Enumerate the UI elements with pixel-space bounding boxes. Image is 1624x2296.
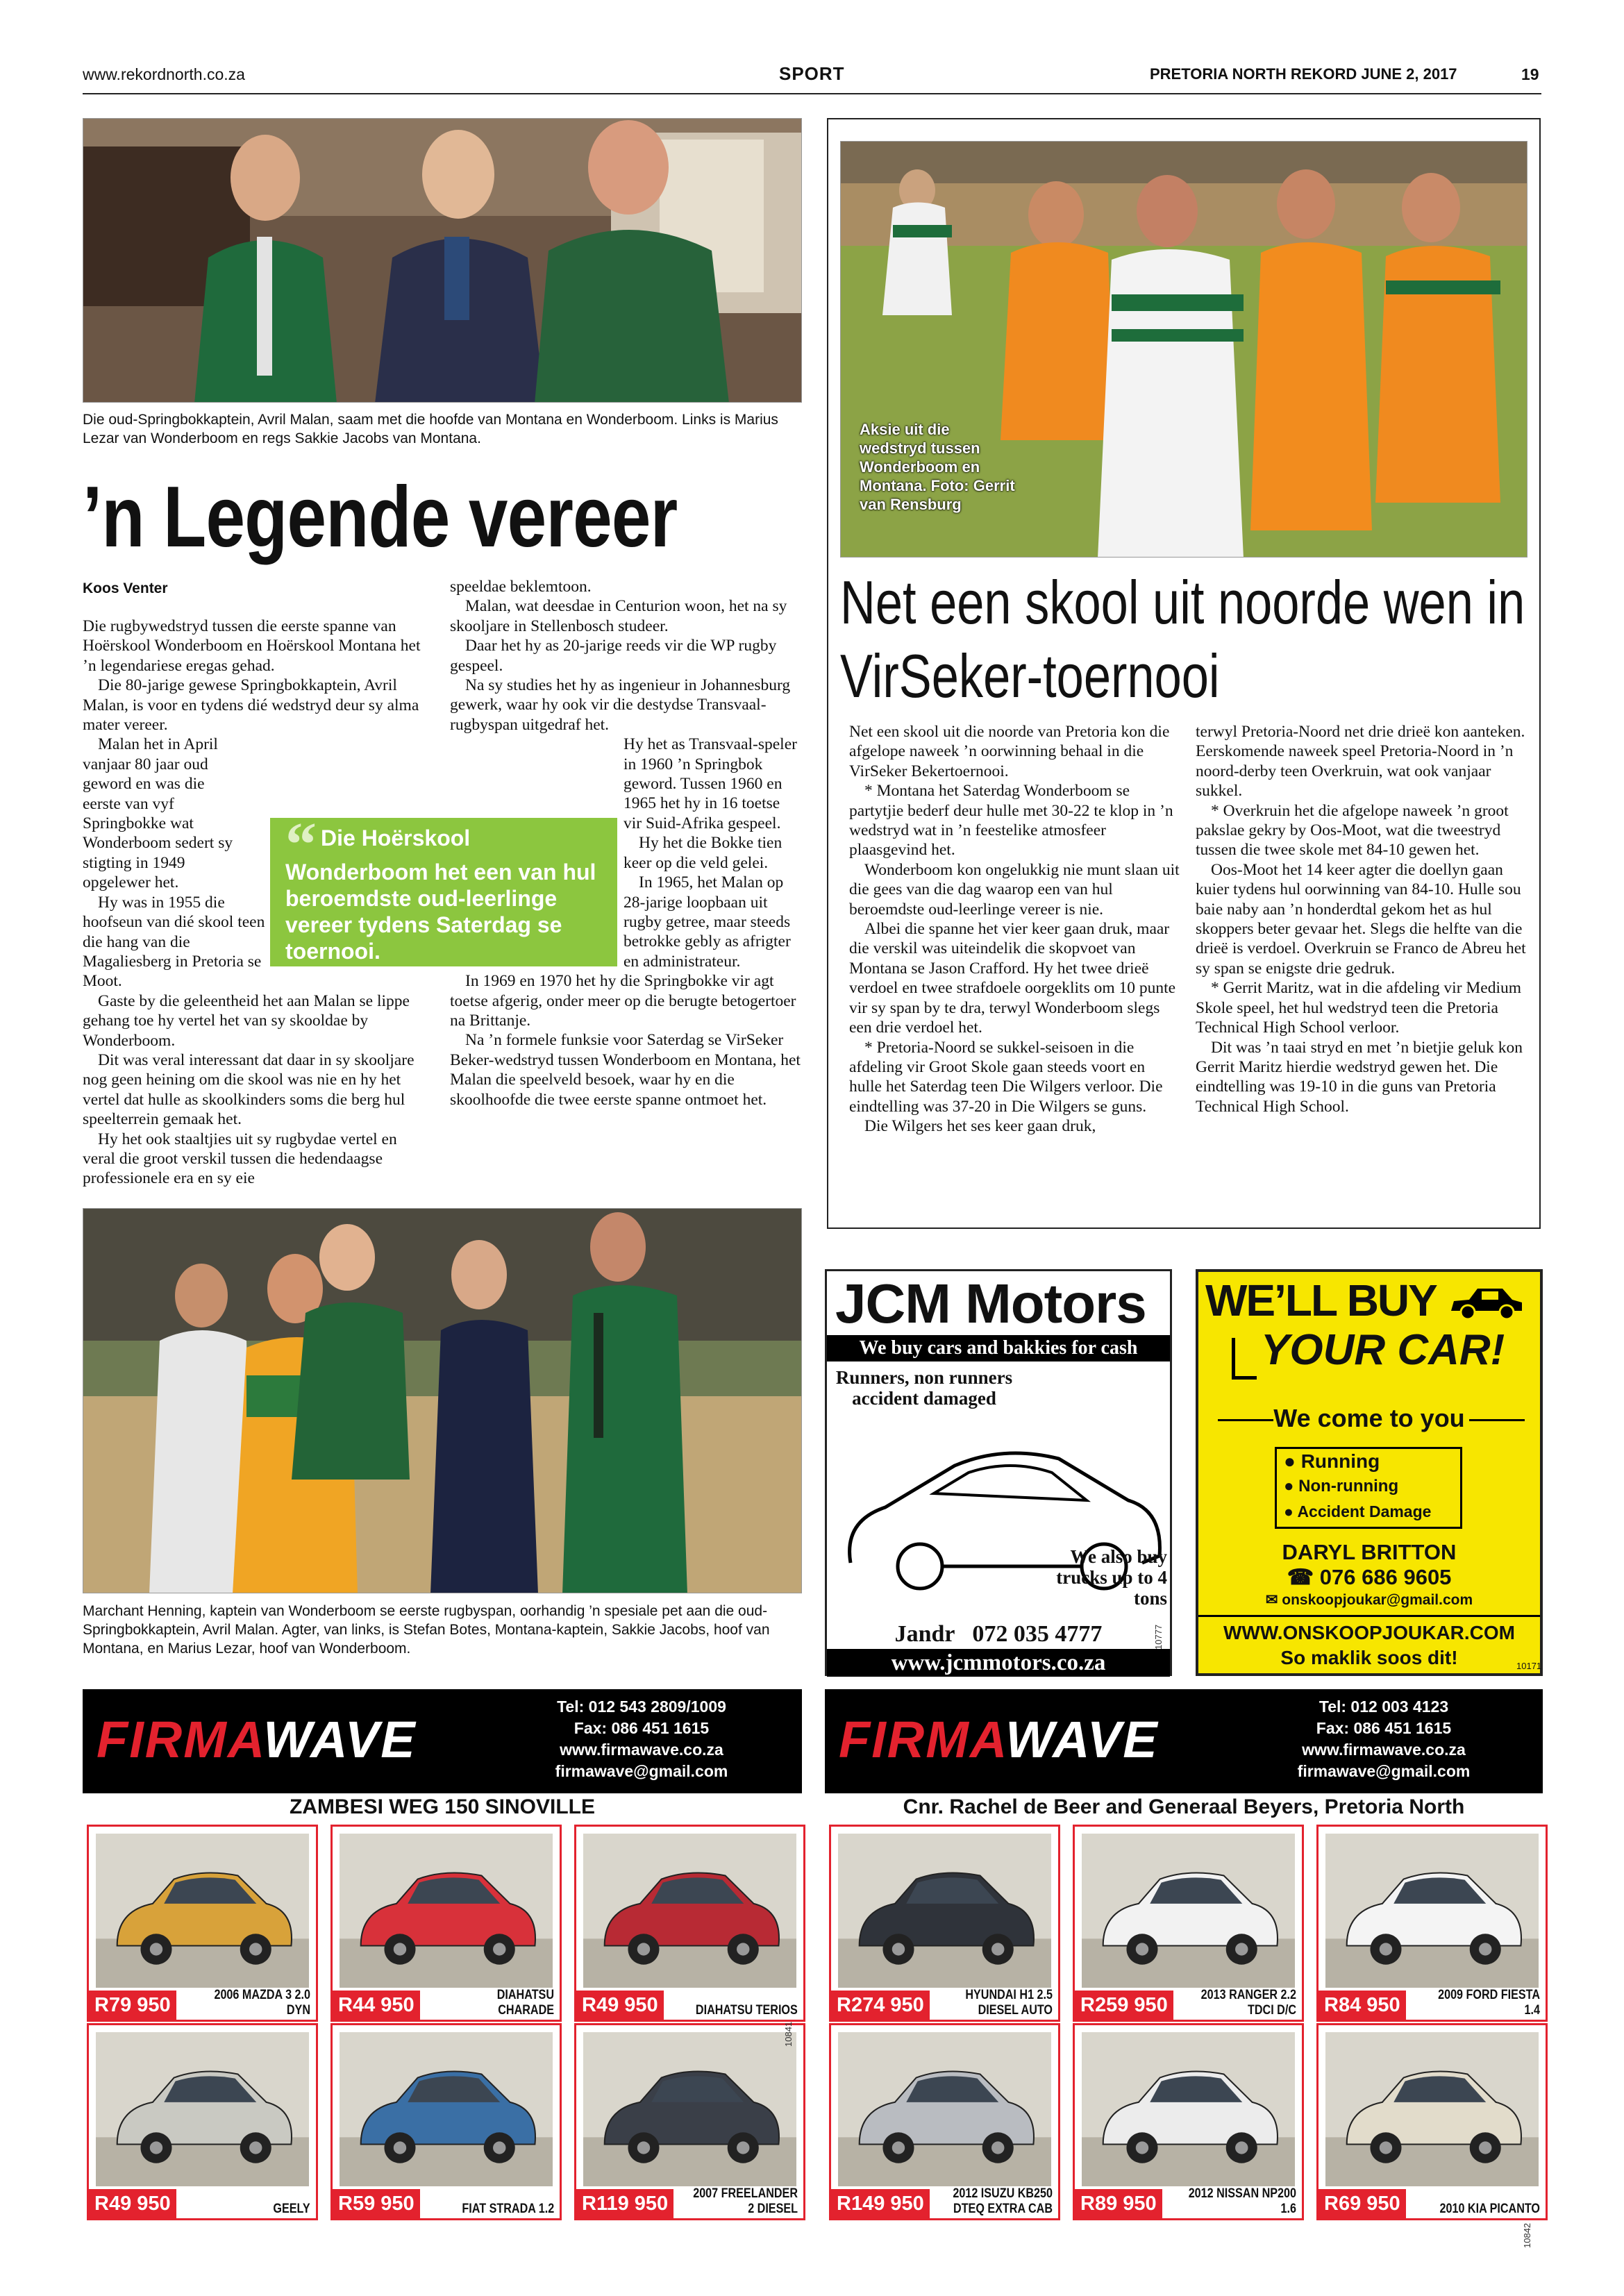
firmawave-left-cars xyxy=(83,1825,802,2220)
car-price: R49 950 xyxy=(576,1991,664,2020)
car-photo xyxy=(340,1834,553,1988)
car-photo xyxy=(583,1834,796,1988)
car-model: 2007 FREELANDER 2 DIESEL xyxy=(693,2186,798,2216)
wellbuy-ad-code: 10171 xyxy=(1516,1661,1542,1671)
car-model: 2012 ISUZU KB250 DTEQ EXTRA CAB xyxy=(953,2186,1053,2216)
car-photo xyxy=(838,2032,1051,2186)
bullet-item: ● Accident Damage xyxy=(1284,1502,1432,1520)
paragraph: Na ’n formele funksie voor Saterdag se VirSeker Beker-wedstryd tussen Wonderboom en Montana, het Malan die speelveld besoek, waar hy en die skoolhoofde die twee eerste spanne ontmoet het. xyxy=(450,1031,801,1109)
car-photo xyxy=(838,1834,1051,1988)
photo1-caption: Die oud-Springbokkaptein, Avril Malan, saam met die hoofde van Montana en Wonderboom. Links is Marius Lezar van Wonderboom en regs Sakkie Jacobs van Montana. xyxy=(83,412,778,446)
pull-quote xyxy=(270,810,617,966)
car-price: R119 950 xyxy=(576,2189,673,2218)
paragraph: * Montana het Saterdag Wonderboom se partytjie bederf deur hulle met 30-22 te klop in ’n wedstryd wat in ’n feestelike atmosfeer plaasgevind het. xyxy=(849,782,1173,860)
car-price: R259 950 xyxy=(1075,1991,1173,2020)
paragraph: Hy het as Transvaal-speler in 1960 ’n Springbok geword. Tussen 1960 en 1965 het hy in 16 toetse vir Suid-Afrika gespeel. xyxy=(623,735,797,832)
car-photo xyxy=(340,2032,553,2186)
jcm-name: JCM Motors xyxy=(835,1273,1146,1334)
paragraph: Albei die spanne het vier keer gaan druk, maar die verskil was uiteindelik die skopvoet van Montana se Jason Crafford. Hy het twee drieë verdoel en twee strafdoele oorgeklits om 10 punte vir sy span by te dra, terwyl Wonderboom slegs een drie verdoel het. xyxy=(849,920,1176,1037)
car-listing[interactable] xyxy=(574,2023,805,2220)
car-model: 2006 MAZDA 3 2.0 DYN xyxy=(214,1988,310,2018)
wellbuy-line1: WE’LL BUY xyxy=(1205,1275,1437,1325)
wellbuy-contact-name: DARYL BRITTON xyxy=(1282,1540,1457,1564)
car-listing[interactable] xyxy=(87,1825,318,2022)
page-number: 19 xyxy=(1521,65,1539,83)
firmawave-web[interactable]: www.firmawave.co.za xyxy=(560,1741,723,1759)
paragraph: Die Wilgers het ses keer gaan druk, xyxy=(864,1117,1096,1136)
car-model: DIAHATSU CHARADE xyxy=(496,1988,554,2018)
car-photo xyxy=(96,2032,309,2186)
firmawave-tel[interactable]: Tel: 012 543 2809/1009 xyxy=(557,1698,726,1716)
jcm-ad-code: 10777 xyxy=(1153,1624,1164,1650)
firmawave-logo: FIRMAWAVE xyxy=(839,1711,1159,1768)
car-model: 2010 KIA PICANTO xyxy=(1439,2202,1540,2216)
article2-column-1 xyxy=(849,722,1181,1137)
car-model: DIAHATSU TERIOS xyxy=(696,2003,798,2018)
car-listing[interactable] xyxy=(574,1825,805,2022)
wellbuy-email[interactable] xyxy=(1198,1591,1540,1609)
site-url[interactable]: www.rekordnorth.co.za xyxy=(83,65,245,83)
paragraph: Die 80-jarige gewese Springbokkaptein, Avril Malan, is voor en tydens dié wedstryd deur sy alma mater vereer. xyxy=(83,676,419,735)
wellbuy-email-text[interactable]: onskoopjoukar@gmail.com xyxy=(1282,1592,1473,1608)
paragraph: Die rugbywedstryd tussen die eerste spanne van Hoërskool Wonderboom en Hoërskool Montana het ’n legendariese eregas gehad. xyxy=(83,617,421,675)
car-price: R149 950 xyxy=(831,2189,930,2218)
paragraph: In 1969 en 1970 het hy die Springbokke vir agt toetse afgerig, onder meer op die berugte betogertoer na Brittanje. xyxy=(450,972,796,1030)
photo-cap-presentation xyxy=(83,1208,802,1593)
wellbuy-website[interactable]: WWW.ONSKOOPJOUKAR.COM xyxy=(1223,1622,1515,1643)
paragraph: Hy het die Bokke tien keer op die veld gelei. xyxy=(623,834,782,872)
firmawave-left-address: ZAMBESI WEG 150 SINOVILLE xyxy=(289,1795,596,1818)
wellbuy-bullet-box xyxy=(1275,1447,1462,1529)
car-price: R84 950 xyxy=(1319,1991,1406,2020)
car-photo xyxy=(1325,1834,1539,1988)
pull-quote-text: Die Hoërskool Wonderboom het een van hul beroemdste oud-leerlinge vereer tydens Saterdag se toernooi. xyxy=(285,826,596,964)
section-label: SPORT xyxy=(779,63,845,84)
jcm-contact[interactable]: Jandr 072 035 4777 xyxy=(894,1621,1103,1647)
bullet-text: Running xyxy=(1300,1450,1380,1472)
car-model: GEELY xyxy=(273,2202,310,2216)
jcm-tagline: We buy cars and bakkies for cash xyxy=(827,1335,1170,1361)
paragraph: Hy was in 1955 die hoofseun van dié skool teen die hang van die Magaliesberg in Pretoria se Moot. xyxy=(83,893,265,991)
publication-date: PRETORIA NORTH REKORD JUNE 2, 2017 xyxy=(1150,65,1457,83)
car-photo xyxy=(96,1834,309,1988)
car-listing[interactable] xyxy=(330,2023,562,2220)
firmawave-right-code: 10842 xyxy=(1522,2222,1532,2248)
paragraph: * Pretoria-Noord se sukkel-seisoen in die afdeling vir Groot Skole gaan steeds voort en hulle het Saterdag teen Die Wilgers verloor. Die eindtelling was 37-20 in Die Wilgers se guns. xyxy=(849,1038,1163,1116)
wellbuy-phone[interactable]: ☎ 076 686 9605 xyxy=(1287,1565,1452,1589)
car-photo xyxy=(1082,1834,1295,1988)
firmawave-contact xyxy=(499,1696,784,1782)
bullet-text: Non-running xyxy=(1298,1477,1399,1495)
bullet-item: ● Running xyxy=(1284,1450,1380,1472)
firmawave-web[interactable]: www.firmawave.co.za xyxy=(1302,1741,1466,1759)
wellbuy-frame-right xyxy=(1469,1419,1525,1421)
car-price: R59 950 xyxy=(333,2189,420,2218)
firmawave-fax: Fax: 086 451 1615 xyxy=(1316,1719,1452,1737)
paragraph: Daar het hy as 20-jarige reeds vir die WP rugby gespeel. xyxy=(450,637,777,675)
headline-net-een-skool: Net een skool uit noorde wen in VirSeker-toernooi xyxy=(840,568,1525,710)
photo-malan-group xyxy=(83,118,802,403)
car-icon xyxy=(1448,1284,1525,1321)
car-photo xyxy=(1082,2032,1295,2186)
car-price: R89 950 xyxy=(1075,2189,1162,2218)
paragraph: speeldae beklemtoon. xyxy=(450,578,592,596)
firmawave-right-cars xyxy=(825,1825,1543,2220)
car-model: 2009 FORD FIESTA 1.4 xyxy=(1438,1988,1540,2018)
car-model: HYUNDAI H1 2.5 DIESEL AUTO xyxy=(965,1988,1053,2018)
paragraph: Malan het in April vanjaar 80 jaar oud geword en was die eerste van vyf Springbokke wat Wonderboom sedert sy stigting in 1949 opgelewer het. xyxy=(83,735,233,892)
car-model: 2013 RANGER 2.2 TDCI D/C xyxy=(1200,1988,1296,2018)
car-listing[interactable] xyxy=(87,2023,318,2220)
firmawave-left-banner[interactable] xyxy=(83,1689,802,1793)
well-buy-ad[interactable] xyxy=(1196,1269,1543,1676)
paragraph: Dit was veral interessant dat daar in sy skooljare nog geen heining om die skool was nie en hy het vertel dat hulle as skoolkinders soms die berg hul speelterrein gemaak het. xyxy=(83,1050,415,1129)
wellbuy-divider xyxy=(1198,1615,1540,1617)
wellbuy-line3: We come to you xyxy=(1273,1404,1465,1432)
jcm-motors-ad[interactable] xyxy=(825,1269,1172,1676)
firmawave-left-code: 10841 xyxy=(783,2021,794,2047)
car-listing[interactable] xyxy=(1073,1825,1304,2022)
jcm-trucks: We also buy trucks up to 4 tons xyxy=(1056,1546,1167,1609)
car-model: FIAT STRADA 1.2 xyxy=(462,2202,554,2216)
paragraph: terwyl Pretoria-Noord net drie drieë kon aanteken. Eerskomende naweek speel Pretoria-Noord in ’n noord-derby teen Overkruin, wat ook vanjaar sukkel. xyxy=(1196,723,1525,801)
envelope-icon: ✉ xyxy=(1265,1592,1282,1608)
car-listing[interactable] xyxy=(1316,1825,1548,2022)
car-price: R79 950 xyxy=(89,1991,176,2020)
firmawave-fax: Fax: 086 451 1615 xyxy=(574,1719,710,1737)
wellbuy-slogan: So maklik soos dit! xyxy=(1280,1647,1458,1668)
paragraph: Malan, wat deesdae in Centurion woon, het na sy skooljare in Stellenbosch studeer. xyxy=(450,597,787,635)
bullet-text: Accident Damage xyxy=(1297,1502,1432,1520)
header-rule xyxy=(83,93,1541,94)
photo2-caption: Marchant Henning, kaptein van Wonderboom se eerste rugbyspan, oorhandig ’n spesiale pet aan die oud-Springbokkaptein, Avril Malan. Agter, van links, is Stefan Botes, Montana-kaptein, Sakkie Jacobs, hoof van Montana, en Marius Lezar, hoof van Wonderboom. xyxy=(83,1603,770,1657)
car-model: 2012 NISSAN NP200 1.6 xyxy=(1188,2186,1296,2216)
car-price: R69 950 xyxy=(1319,2189,1406,2218)
paragraph: Dit was ’n taai stryd en met ’n bietjie geluk kon Gerrit Maritz hierdie wedstryd gewen het. Die eindtelling was 19-10 in die guns van Pretoria Technical High School. xyxy=(1196,1038,1523,1116)
byline: Koos Venter xyxy=(83,580,168,596)
paragraph: Na sy studies het hy as ingenieur in Johannesburg gewerk, waar hy ook vir die destydse Transvaal-rugbyspan uitgedraf het. xyxy=(450,676,791,734)
paragraph: Net een skool uit die noorde van Pretoria kon die afgelope naweek ’n oorwinning behaal in die VirSeker Bekertoernooi. xyxy=(849,723,1170,780)
car-listing[interactable] xyxy=(330,1825,562,2022)
paragraph: In 1965, het Malan op 28-jarige loopbaan uit rugby getree, maar steeds betrokke gebly as afrigter en administrateur. xyxy=(623,873,791,971)
paragraph: Oos-Moot het 14 keer agter die doellyn gaan kuier tydens hul oorwinning van 84-10. Hulle sou baie naby aan ’n honderdtal gekom het as hul skoppers beter gevaar het. Slegs die helfte van die drieë is verdoel. Overkruin se Franco de Abreu het sy span se enigste drie gedruk. xyxy=(1196,860,1526,978)
car-listing[interactable] xyxy=(1073,2023,1304,2220)
car-photo xyxy=(1325,2032,1539,2186)
firmawave-tel[interactable]: Tel: 012 003 4123 xyxy=(1319,1698,1449,1716)
firmawave-right-address: Cnr. Rachel de Beer and Generaal Beyers, Pretoria North xyxy=(903,1795,1465,1818)
firmawave-right-banner[interactable] xyxy=(825,1689,1543,1793)
wellbuy-line2: YOUR CAR! xyxy=(1261,1326,1505,1374)
jcm-website[interactable]: www.jcmmotors.co.za xyxy=(827,1649,1170,1677)
car-photo xyxy=(583,2032,796,2186)
car-listing[interactable] xyxy=(829,1825,1060,2022)
paragraph: Gaste by die geleentheid het aan Malan se lippe gehang toe hy vertel het van sy skooldae by Wonderboom. xyxy=(83,991,410,1050)
headline-legende: ’n Legende vereer xyxy=(83,469,678,565)
article2-column-2 xyxy=(1196,722,1527,1116)
car-price: R49 950 xyxy=(89,2189,176,2218)
firmawave-email[interactable]: firmawave@gmail.com xyxy=(1297,1762,1471,1780)
car-listing[interactable] xyxy=(1316,2023,1548,2220)
photo-rugby-caption: Aksie uit die wedstryd tussen Wonderboom en Montana. Foto: Gerrit van Rensburg xyxy=(860,421,1015,513)
car-price: R44 950 xyxy=(333,1991,420,2020)
jcm-note: Runners, non runners accident damaged xyxy=(835,1367,1013,1409)
firmawave-email[interactable]: firmawave@gmail.com xyxy=(555,1762,728,1780)
bullet-item: ● Non-running xyxy=(1284,1477,1399,1495)
paragraph: Wonderboom kon ongelukkig nie munt slaan uit die gees van die dag waarop een van hul beroemdste oud-leerlinge vereer is nie. xyxy=(849,860,1180,919)
paragraph: Hy het ook staaltjies uit sy rugbydae vertel en veral die groot verskil tussen die hedendaagse professionele era en sy eie xyxy=(83,1130,397,1188)
car-price: R274 950 xyxy=(831,1991,930,2020)
wellbuy-bracket xyxy=(1232,1338,1257,1380)
firmawave-logo: FIRMAWAVE xyxy=(97,1711,417,1768)
firmawave-contact xyxy=(1241,1696,1526,1782)
car-listing[interactable] xyxy=(829,2023,1060,2220)
quote-mark-icon: “ xyxy=(285,810,317,879)
paragraph: * Gerrit Maritz, wat in die afdeling vir Medium Skole speel, het hul wedstryd teen die Pretoria Technical High School verloor. xyxy=(1196,979,1522,1037)
paragraph: * Overkruin het die afgelope naweek ’n groot pakslae gekry by Oos-Moot, wat die tweestryd tussen die twee skole met 84-10 gewen het. xyxy=(1196,801,1509,860)
wellbuy-frame-left xyxy=(1218,1419,1273,1421)
